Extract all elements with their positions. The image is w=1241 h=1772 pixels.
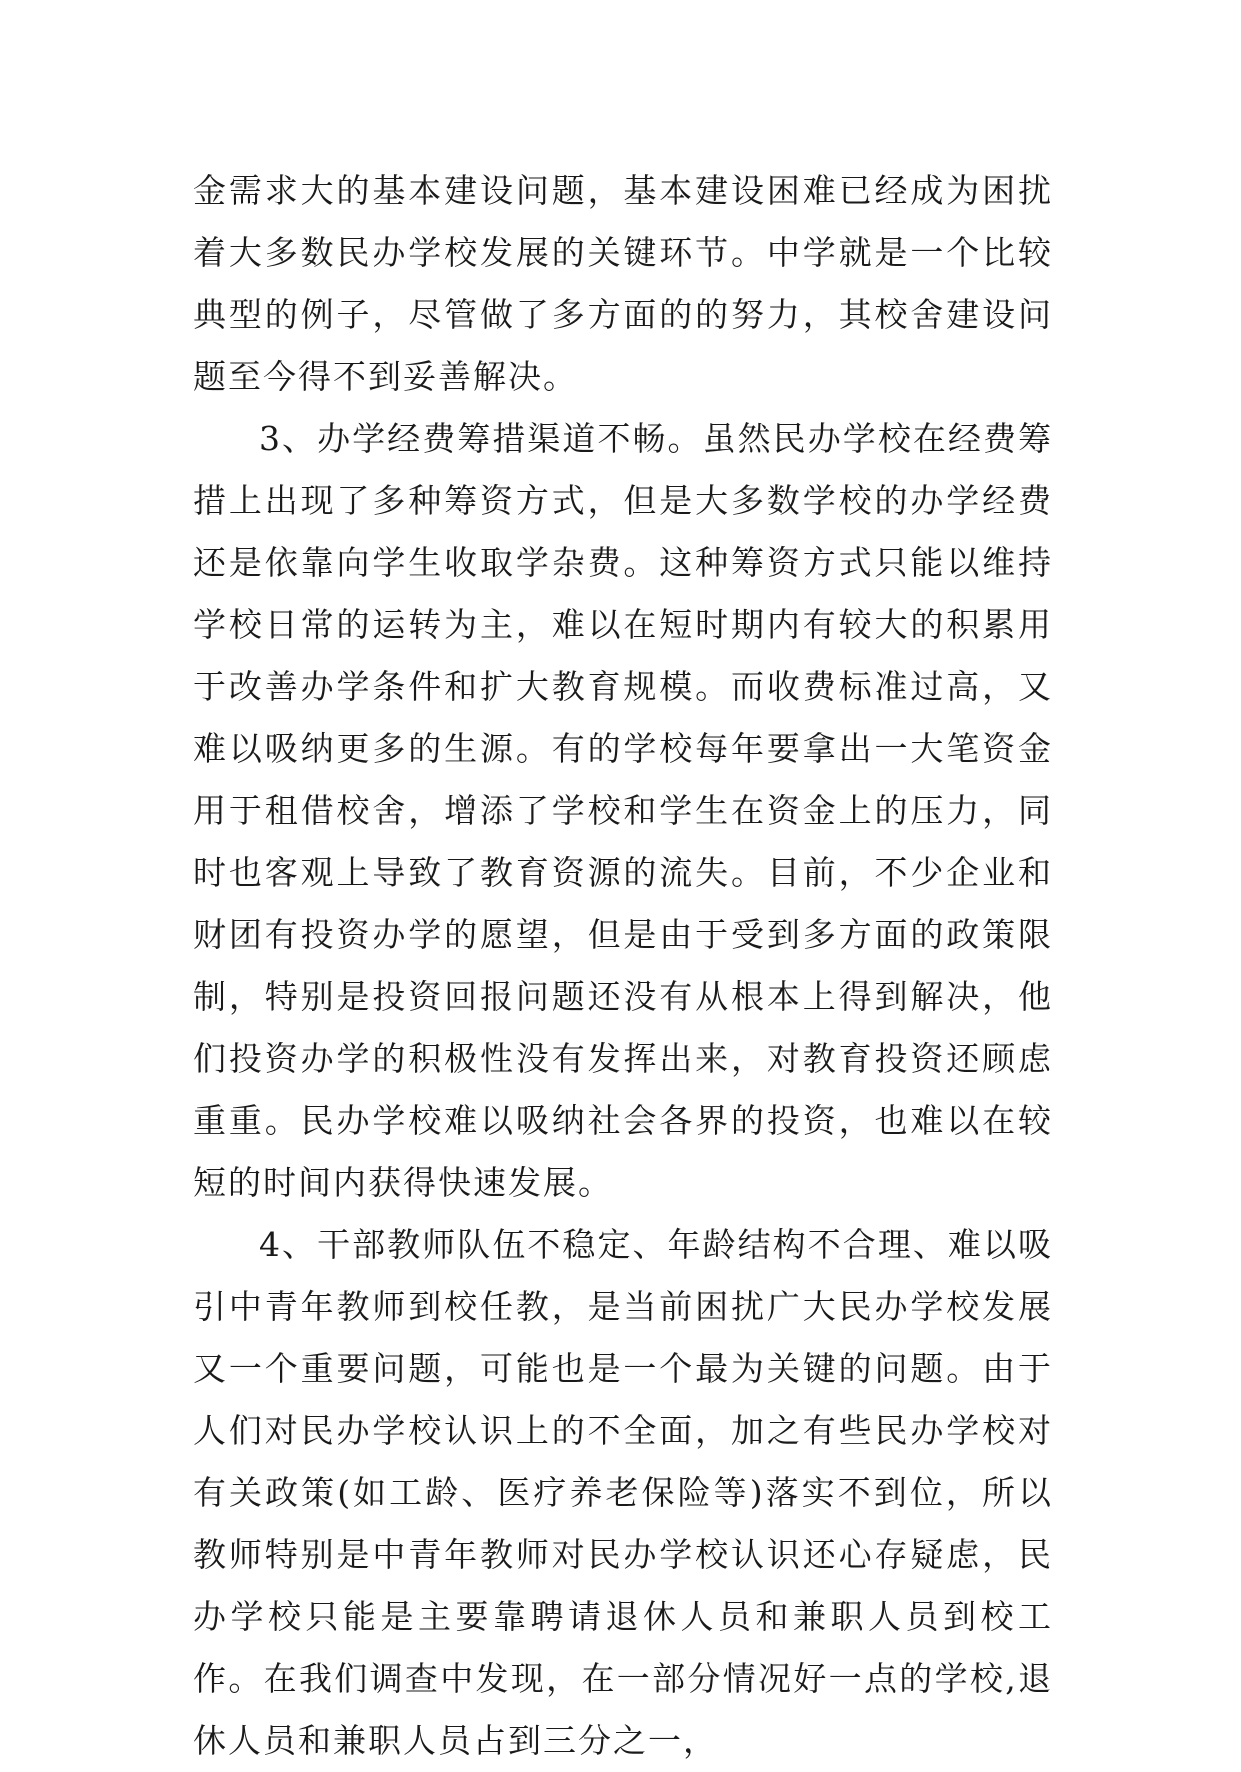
paragraph-point-4: 4、干部教师队伍不稳定、年龄结构不合理、难以吸引中青年教师到校任教，是当前困扰广大民办学校发展又一个重要问题，可能也是一个最为关键的问题。由于人们对民办学校认识上的不全面，加之有些民办学校对有关政策(如工龄、医疗养老保险等)落实不到位，所以教师特别是中青年教师对民办学校认识还心存疑虑，民办学校只能是主要靠聘请退休人员和兼职人员到校工作。在我们调查中发现，在一部分情况好一点的学校,退休人员和兼职人员占到三分之一， [193, 1225, 1053, 1760]
paragraph-point-3: 3、办学经费筹措渠道不畅。虽然民办学校在经费筹措上出现了多种筹资方式，但是大多数学校的办学经费还是依靠向学生收取学杂费。这种筹资方式只能以维持学校日常的运转为主，难以在短时期内有较大的积累用于改善办学条件和扩大教育规模。而收费标准过高，又难以吸纳更多的生源。有的学校每年要拿出一大笔资金用于租借校舍，增添了学校和学生在资金上的压力，同时也客观上导致了教育资源的流失。目前，不少企业和财团有投资办学的愿望，但是由于受到多方面的政策限制，特别是投资回报问题还没有从根本上得到解决，他们投资办学的积极性没有发挥出来，对教育投资还顾虑重重。民办学校难以吸纳社会各界的投资，也难以在较短的时间内获得快速发展。 [193, 419, 1053, 1202]
paragraph-continuation: 金需求大的基本建设问题，基本建设困难已经成为困扰着大多数民办学校发展的关键环节。中学就是一个比较典型的例子，尽管做了多方面的的努力，其校舍建设问题至今得不到妥善解决。 [193, 171, 1053, 396]
body-text [193, 160, 1053, 1772]
